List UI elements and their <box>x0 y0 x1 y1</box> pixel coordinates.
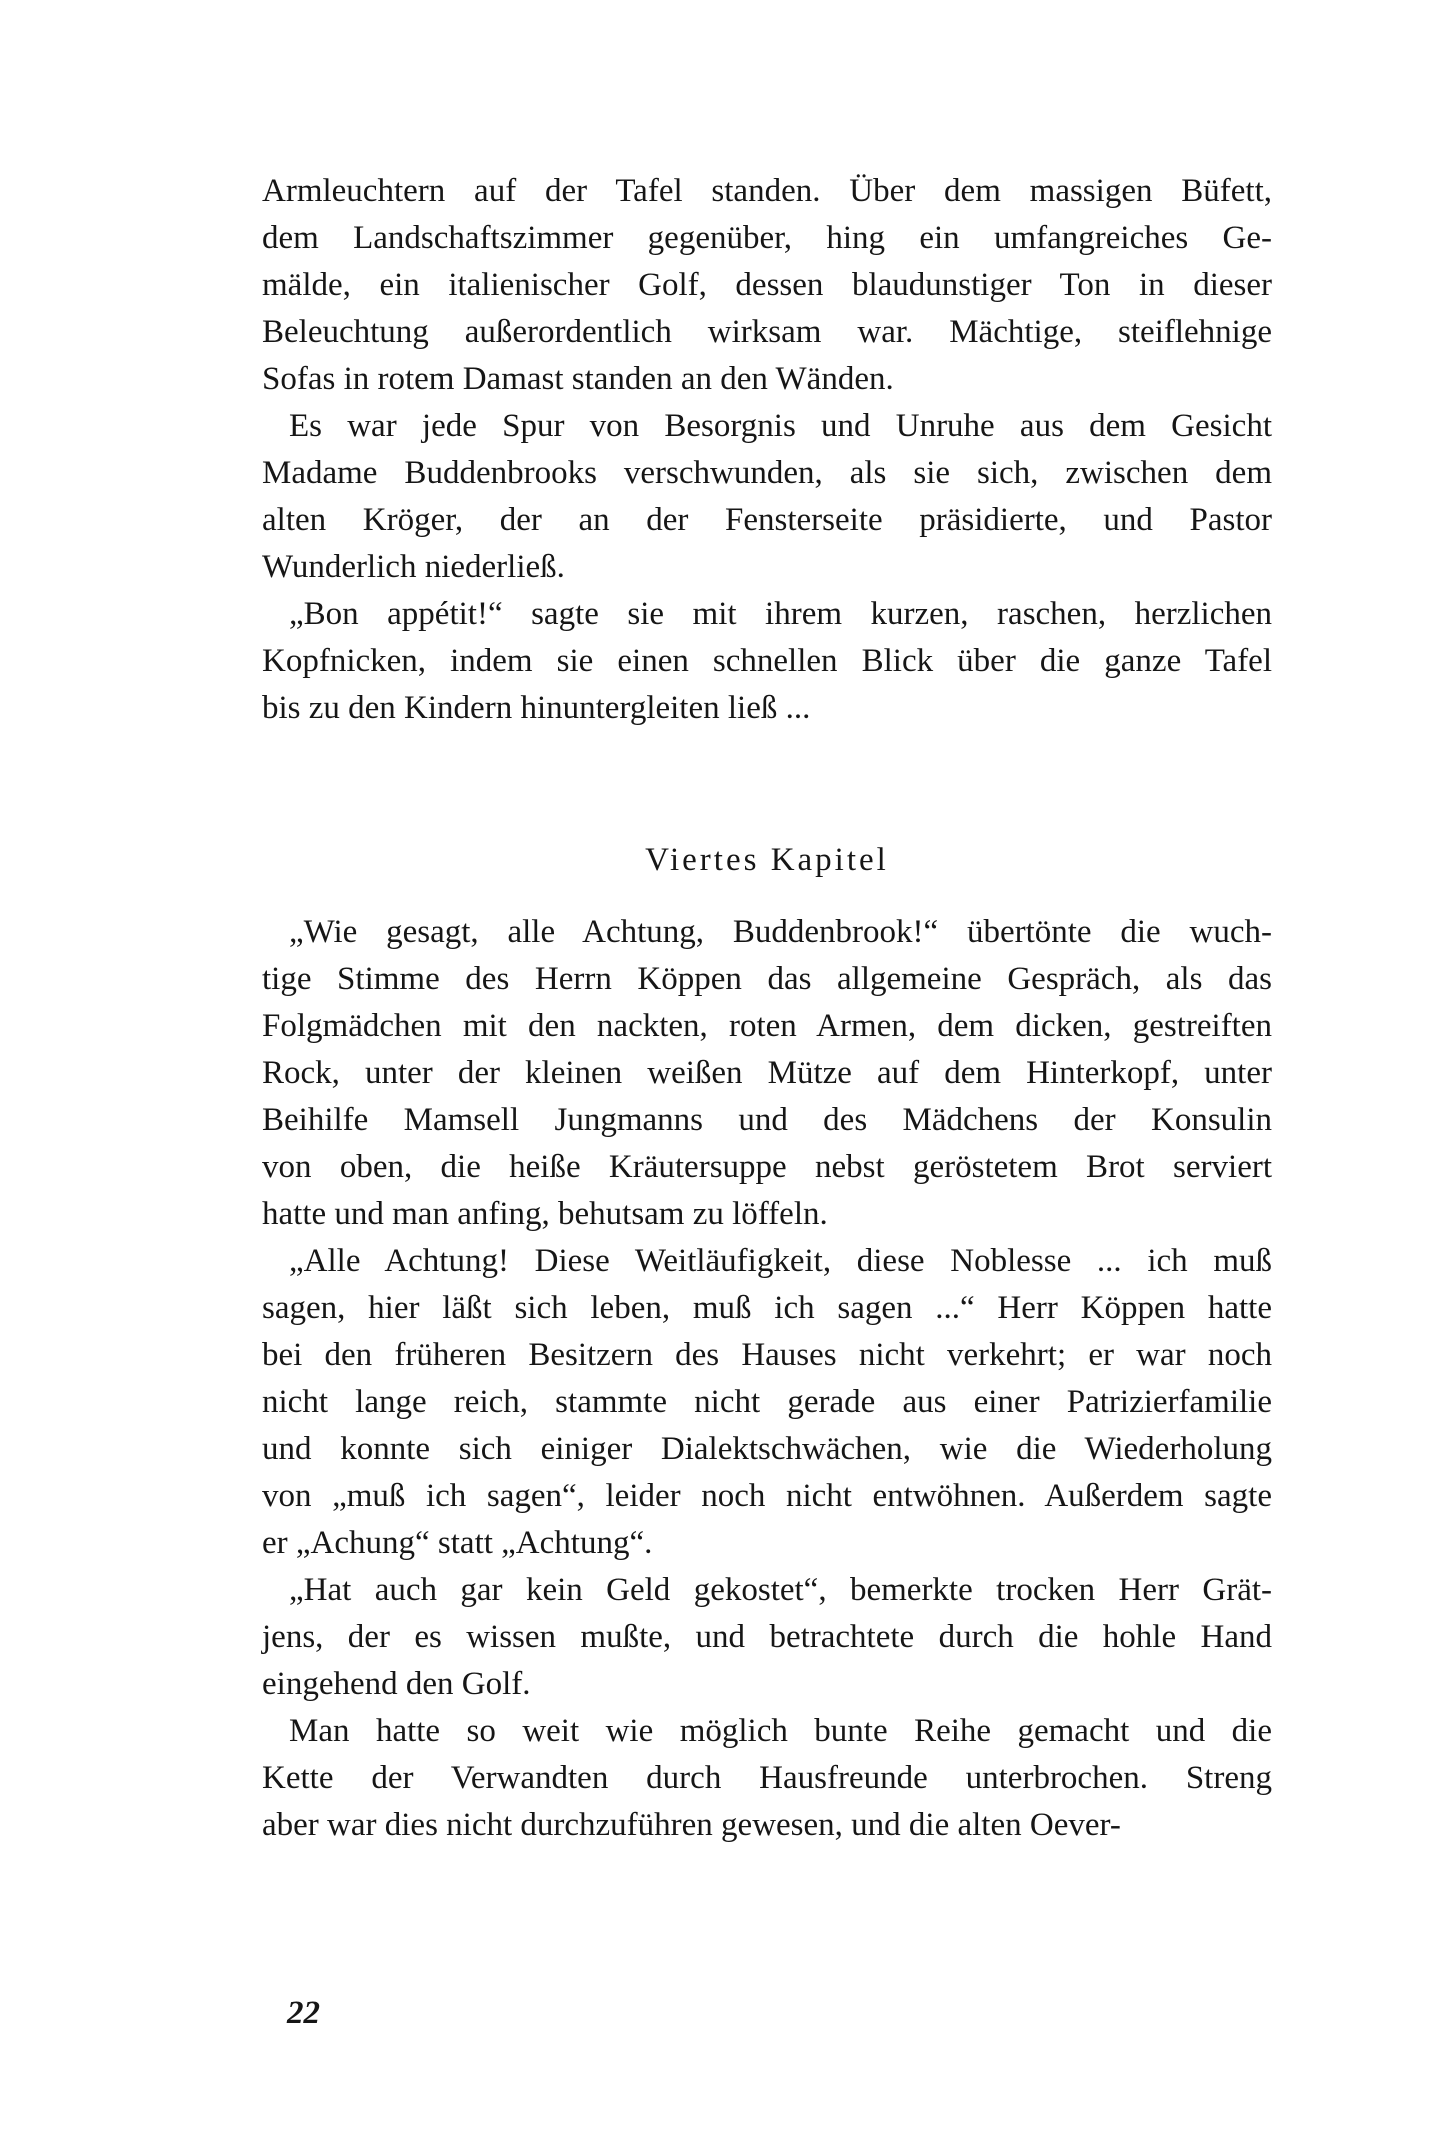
text-line: dem Landschaftszimmer gegenüber, hing ein umfangreiches Ge- <box>262 220 1272 256</box>
text-line: Armleuchtern auf der Tafel standen. Über dem massigen Büfett, <box>262 173 1272 209</box>
text-before-heading <box>262 168 1272 732</box>
page-number: 22 <box>287 1995 320 2031</box>
text-after-heading <box>262 909 1272 1849</box>
text-line: hatte und man anfing, behutsam zu löffeln. <box>262 1196 828 1232</box>
text-line: von oben, die heiße Kräutersuppe nebst geröstetem Brot serviert <box>262 1149 1272 1185</box>
text-line: und konnte sich einiger Dialektschwächen, wie die Wiederholung <box>262 1431 1272 1467</box>
text-line: Folgmädchen mit den nackten, roten Armen, dem dicken, gestreiften <box>262 1008 1272 1044</box>
text-line: „Wie gesagt, alle Achtung, Buddenbrook!“ übertönte die wuch- <box>289 914 1272 950</box>
text-line: aber war dies nicht durchzuführen gewesen, und die alten Oever- <box>262 1807 1121 1843</box>
text-line: Beleuchtung außerordentlich wirksam war. Mächtige, steiflehnige <box>262 314 1272 350</box>
text-line: Wunderlich niederließ. <box>262 549 565 585</box>
text-line: mälde, ein italienischer Golf, dessen blaudunstiger Ton in dieser <box>262 267 1272 303</box>
text-line: bei den früheren Besitzern des Hauses nicht verkehrt; er war noch <box>262 1337 1272 1373</box>
text-line: tige Stimme des Herrn Köppen das allgemeine Gespräch, als das <box>262 961 1272 997</box>
text-line: er „Achung“ statt „Achtung“. <box>262 1525 653 1561</box>
text-line: bis zu den Kindern hinuntergleiten ließ ... <box>262 690 811 726</box>
chapter-heading: Viertes Kapitel <box>645 842 889 878</box>
text-line: Madame Buddenbrooks verschwunden, als sie sich, zwischen dem <box>262 455 1272 491</box>
text-line: Man hatte so weit wie möglich bunte Reihe gemacht und die <box>289 1713 1272 1749</box>
text-line: „Alle Achtung! Diese Weitläufigkeit, diese Noblesse ... ich muß <box>289 1243 1272 1279</box>
text-line: von „muß ich sagen“, leider noch nicht entwöhnen. Außerdem sagte <box>262 1478 1272 1514</box>
paragraph <box>262 1238 1272 1567</box>
text-line: Kopfnicken, indem sie einen schnellen Blick über die ganze Tafel <box>262 643 1272 679</box>
text-line: Kette der Verwandten durch Hausfreunde unterbrochen. Streng <box>262 1760 1272 1796</box>
text-line: Beihilfe Mamsell Jungmanns und des Mädchens der Konsulin <box>262 1102 1272 1138</box>
text-line: „Hat auch gar kein Geld gekostet“, bemerkte trocken Herr Grät- <box>289 1572 1272 1608</box>
paragraph <box>262 909 1272 1238</box>
page-body <box>262 168 1272 1849</box>
text-line: eingehend den Golf. <box>262 1666 531 1702</box>
paragraph <box>262 403 1272 591</box>
text-line: Sofas in rotem Damast standen an den Wänden. <box>262 361 894 397</box>
paragraph <box>262 591 1272 732</box>
text-line: Rock, unter der kleinen weißen Mütze auf dem Hinterkopf, unter <box>262 1055 1272 1091</box>
text-line: Es war jede Spur von Besorgnis und Unruhe aus dem Gesicht <box>289 408 1272 444</box>
text-line: jens, der es wissen mußte, und betrachtete durch die hohle Hand <box>262 1619 1272 1655</box>
paragraph <box>262 1567 1272 1708</box>
text-line: nicht lange reich, stammte nicht gerade aus einer Patrizierfamilie <box>262 1384 1272 1420</box>
text-line: „Bon appétit!“ sagte sie mit ihrem kurzen, raschen, herzlichen <box>289 596 1272 632</box>
text-line: sagen, hier läßt sich leben, muß ich sagen ...“ Herr Köppen hatte <box>262 1290 1272 1326</box>
paragraph <box>262 1708 1272 1849</box>
text-line: alten Kröger, der an der Fensterseite präsidierte, und Pastor <box>262 502 1272 538</box>
paragraph <box>262 168 1272 403</box>
